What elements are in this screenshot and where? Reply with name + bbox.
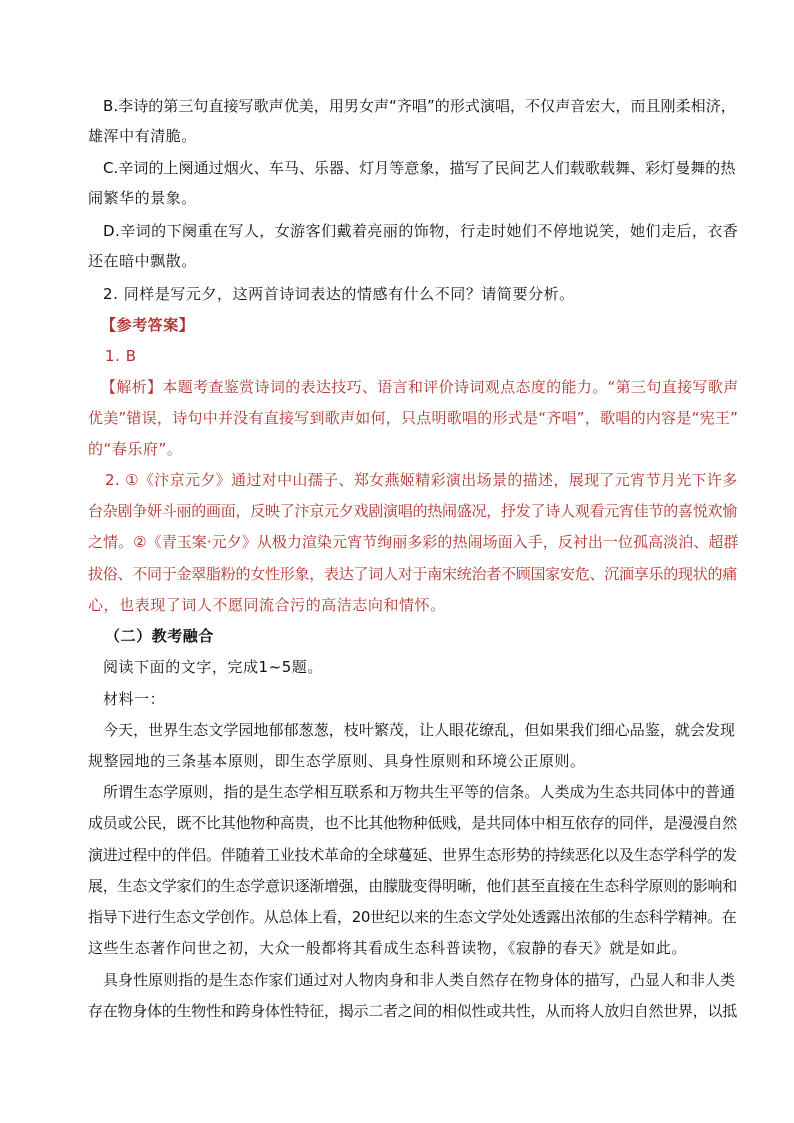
paragraph-1-line-1: 今天，世界生态文学园地郁郁葱葱，枝叶繁茂，让人眼花缭乱，但如果我们细心品鉴，就会发现 [103,721,736,739]
analysis-line-3: 的“春乐府”。 [88,440,183,458]
answer-2-line-4: 拔俗、不同于金翠脂粉的女性形象，表达了词人对于南宋统治者不顾国家安危、沉湎享乐的现状的痛 [88,565,738,583]
option-c-line-2: 闹繁华的景象。 [88,189,197,207]
analysis-line-2: 优美”错误，诗句中并没有直接写到歌声如何，只点明歌唱的形式是“齐唱”，歌唱的内容是“宪王” [88,409,739,427]
answer-2-line-2: 台杂剧争妍斗丽的画面，反映了汴京元夕戏剧演唱的热闹盛况，抒发了诗人观看元宵佳节的喜悦欢愉 [88,502,738,520]
paragraph-2-line-3: 演进过程中的伴侣。伴随着工业技术革命的全球蔓延、世界生态形势的持续恶化以及生态学科学的发 [88,846,738,864]
paragraph-2-line-2: 成员或公民，既不比其他物种高贵，也不比其他物种低贱，是共同体中相互依存的同伴，是漫漫自然 [88,814,738,832]
answer-1: 1. B [105,347,137,365]
option-d-line-1: D.辛词的下阕重在写人，女游客们戴着亮丽的饰物，行走时她们不停地说笑，她们走后，衣香 [103,222,739,240]
answer-heading: 【参考答案】 [101,316,195,334]
analysis-line-1: 【解析】本题考查鉴赏诗词的表达技巧、语言和评价诗词观点态度的能力。“第三句直接写歌声 [101,378,739,396]
paragraph-2-line-6: 这些生态著作问世之初，大众一般都将其看成生态科普读物，《寂静的春天》就是如此。 [88,939,687,957]
option-b-line-2: 雄浑中有清脆。 [88,127,197,145]
paragraph-3-line-2: 存在物身体的生物性和跨身体性特征，揭示二者之间的相似性或共性，从而将人放归自然世界，以抵 [88,1002,738,1020]
section-heading: （二）教考融合 [105,627,214,645]
option-b-line-1: B.李诗的第三句直接写歌声优美，用男女声“齐唱”的形式演唱，不仅声音宏大，而且刚柔相济， [103,97,736,115]
answer-2-line-3: 之情。②《青玉案·元夕》从极力渲染元宵节绚丽多彩的热闹场面入手，反衬出一位孤高淡泊、超群 [88,533,739,551]
answer-2-line-5: 心，也表现了词人不愿同流合污的高洁志向和情怀。 [88,596,446,614]
material-label: 材料一： [103,690,166,708]
paragraph-2-line-1: 所谓生态学原则，指的是生态学相互联系和万物共生平等的信条。人类成为生态共同体中的普通 [103,783,736,801]
paragraph-3-line-1: 具身性原则指的是生态作家们通过对人物肉身和非人类自然存在物身体的描写，凸显人和非人类 [103,971,736,989]
option-c-line-1: C.辛词的上阕通过烟火、车马、乐器、灯月等意象，描写了民间艺人们载歌载舞、彩灯曼舞的热 [103,159,736,177]
paragraph-1-line-2: 规整园地的三条基本原则，即生态学原则、具身性原则和环境公正原则。 [88,752,586,770]
option-d-line-2: 还在暗中飘散。 [88,252,197,270]
paragraph-2-line-4: 展，生态文学家们的生态学意识逐渐增强，由朦胧变得明晰，他们甚至直接在生态科学原则的影响和 [88,877,738,895]
question-2: 2. 同样是写元夕，这两首诗词表达的情感有什么不同？请简要分析。 [103,285,575,303]
instruction: 阅读下面的文字，完成1~5题。 [103,658,323,676]
answer-2-line-1: 2. ①《汴京元夕》通过对中山孺子、郑女燕姬精彩演出场景的描述，展现了元宵节月光下许多 [105,471,738,489]
paragraph-2-line-5: 指导下进行生态文学创作。从总体上看，20世纪以来的生态文学处处透露出浓郁的生态科学精神。在 [88,908,737,926]
